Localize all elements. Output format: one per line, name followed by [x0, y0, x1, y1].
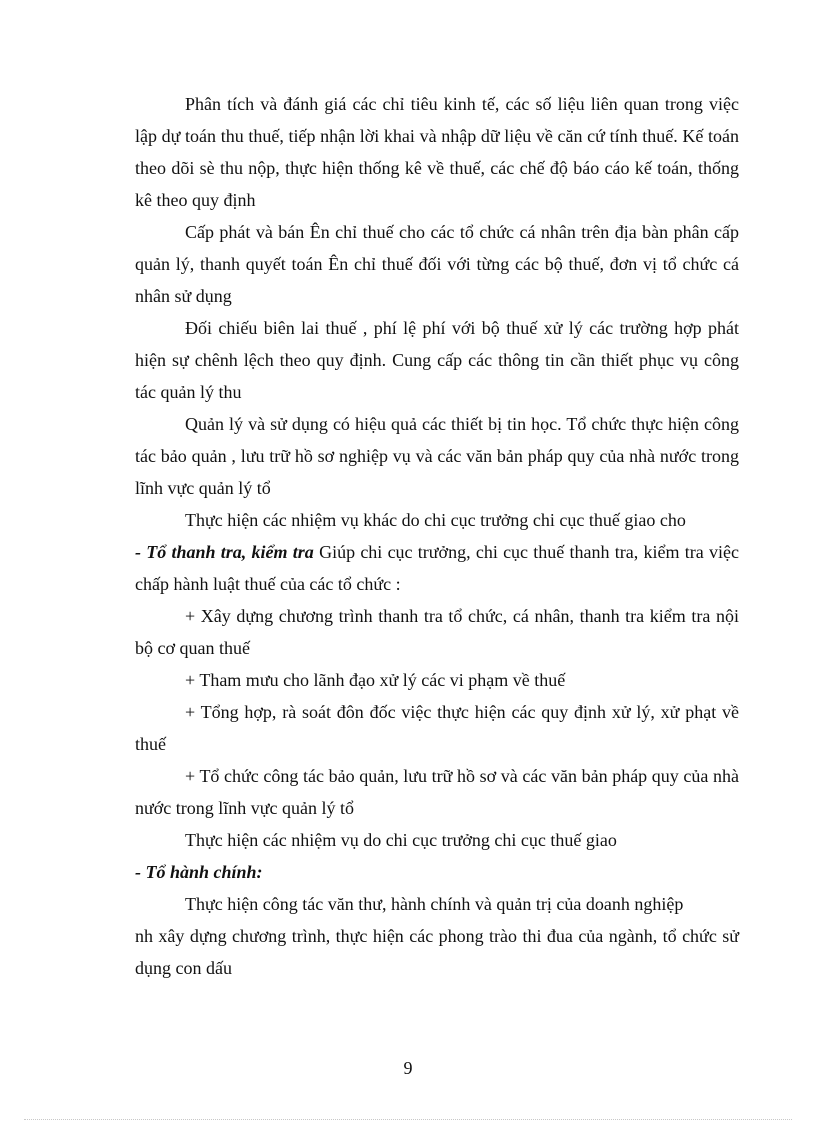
page-number: 9 [403, 1058, 413, 1078]
inspection-team-description: Giúp chi cục trưởng, chi cục thuế thanh tra, kiểm tra việc chấp hành luật thuế của các tổ chức : [135, 542, 739, 594]
admin-team-heading: - Tổ hành chính: [135, 862, 263, 882]
paragraph-7: + Xây dựng chương trình thanh tra tổ chức, cá nhân, thanh tra kiểm tra nội bộ cơ quan thuế [135, 606, 739, 658]
paragraph-3: Đối chiếu biên lai thuế , phí lệ phí với bộ thuế xử lý các trường hợp phát hiện sự chênh lệch theo quy định. Cung cấp các thông tin cần thiết phục vụ công tác quản lý thu [135, 318, 739, 402]
paragraph-10: + Tổ chức công tác bảo quản, lưu trữ hồ sơ và các văn bản pháp quy của nhà nước trong lĩnh vực quản lý tổ [135, 766, 739, 818]
admin-team-line-1: Thực hiện công tác văn thư, hành chính và quản trị của doanh nghiệp [185, 894, 684, 914]
inspection-team-heading: - Tổ thanh tra, kiểm tra [135, 542, 314, 562]
paragraph-6 [135, 536, 739, 600]
paragraph-1: Phân tích và đánh giá các chỉ tiêu kinh tế, các số liệu liên quan trong việc lập dự toán thu thuế, tiếp nhận lời khai và nhập dữ liệu về căn cứ tính thuế. Kế toán theo dõi sè thu nộp, thực hiện thống kê về thuế, các chế độ báo cáo kế toán, thống kê theo quy định [135, 94, 739, 210]
page-bottom-divider [24, 1119, 792, 1120]
paragraph-12 [135, 856, 739, 888]
admin-team-line-2: nh xây dựng chương trình, thực hiện các phong trào thi đua của ngành, tổ chức sử dụng con dấu [135, 926, 739, 978]
paragraph-9: + Tổng hợp, rà soát đôn đốc việc thực hiện các quy định xử lý, xử phạt về thuế [135, 702, 739, 754]
paragraph-5: Thực hiện các nhiệm vụ khác do chi cục trưởng chi cục thuế giao cho [185, 510, 686, 530]
paragraph-4: Quản lý và sử dụng có hiệu quả các thiết bị tin học. Tổ chức thực hiện công tác bảo quản , lưu trữ hồ sơ nghiệp vụ và các văn bản pháp quy của nhà nước trong lĩnh vực quản lý tổ [135, 414, 739, 498]
paragraph-11: Thực hiện các nhiệm vụ do chi cục trưởng chi cục thuế giao [185, 830, 617, 850]
paragraph-8: + Tham mưu cho lãnh đạo xử lý các vi phạm về thuế [185, 670, 566, 690]
paragraph-13 [135, 888, 739, 984]
document-body [135, 88, 739, 984]
paragraph-2: Cấp phát và bán Ên chỉ thuế cho các tổ chức cá nhân trên địa bàn phân cấp quản lý, thanh quyết toán Ên chỉ thuế đối với từng các bộ thuế, đơn vị tổ chức cá nhân sử dụng [135, 222, 739, 306]
